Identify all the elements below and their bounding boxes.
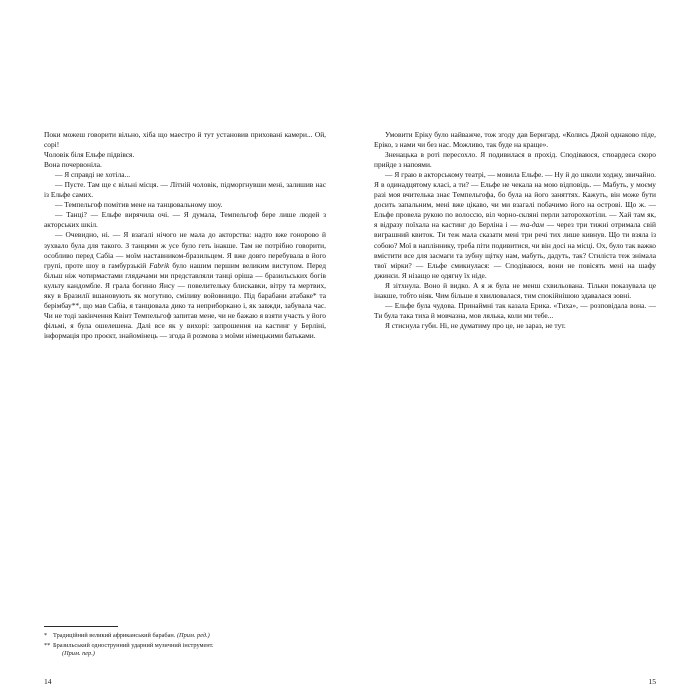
right-page xyxy=(368,130,656,686)
paragraph: — Танці? — Ельфе вирячила очі. — Я думала, Темпельгоф бере лише людей з акторських шкіл. xyxy=(44,210,326,230)
paragraph: — Очевидно, ні. — Я взагалі нічого не мала до акторства: надто вже гонорово й зухвало була для такого. З танцями ж усе було геть інакше. Там не потрібно говорити, особливо перед Сабіа — моїм наставником-бразильцем. Я вже довго перебувала в його групі, проте шоу в гамбурзькій Fabrik було нашим першим великим виступом. Перед більш ніж чотирмастами глядачами ми представляли танці оріша — бразильських богів культу кандомбле. Я грала богиню Янсу — повелительку блискавки, вітру та мертвих, яку в Бразилії вшановують як могутню, сміливу войовницю. Під барабани атабаке* та берімбау**, що мав Сабіа, я танцювала дико та неприборкано і, як завжди, забувала час. Чи не тоді закінчення Квінт Темпельгоф запитав мене, чи не бажаю я взяти участь у його фільмі, я була ошелешена. Далі все як у вихорі: запрошення на кастинг у Берліні, інформація про проєкт, знайомінець — згода й розмова з моїми німецькими батьками. xyxy=(44,230,326,340)
footnote-marker: * xyxy=(44,632,48,640)
paragraph: Умовити Еріку було найважче, тож згоду дав Бернгард. «Колись Джой однаково піде, Еріко, з нами чи без нас. Можливо, так буде на краще». xyxy=(374,130,656,150)
footnote-divider xyxy=(44,626,118,627)
footnote-text-continued: (Прим. пер.) xyxy=(62,650,95,658)
paragraph: — Ельфе була чудова. Принаймні так казала Ерика. «Тиха», — розповідала вона. — Ти була така тиха й мовчазна, мов лялька, коли ми тебе... xyxy=(374,300,656,320)
paragraph: — Я справді не хотіла... xyxy=(55,170,131,180)
paragraph: Чоловік біля Ельфе підвівся. xyxy=(44,150,135,160)
left-page xyxy=(44,130,332,686)
paragraph: Вона почервоніла. xyxy=(44,160,102,170)
footnote-text: Традиційний великий африканський барабан. (Прим. ред.) xyxy=(53,632,210,640)
page-number-left: 14 xyxy=(44,677,52,686)
footnote-block xyxy=(44,620,326,660)
paragraph: Я стиснула губи. Ні, не думатиму про це, не зараз, не тут. xyxy=(385,320,566,330)
paragraph: — Темпельгоф помітив мене на танцювальному шоу. xyxy=(55,200,223,210)
paragraph: Я зітхнула. Воно й видко. А я ж була не менш схвильована. Тільки показувала це інакше, тобто ніяк. Чим більше я хвилювалася, тим спокійнішою здавалася зовні. xyxy=(374,280,656,300)
paragraph: Зненацька в роті пересохло. Я подивилася в прохід. Сподіваюся, стюардеса скоро прийде з напоями. xyxy=(374,150,656,170)
page-number-right: 15 xyxy=(648,677,656,686)
footnote-item xyxy=(44,642,326,659)
left-page-body xyxy=(44,130,326,341)
footnote-text: Бразильський однострунний ударний музичний інструмент. xyxy=(53,641,214,649)
paragraph: Поки можеш говорити вільно, хіба що маестро й тут установив приховані камери... Ой, сорі! xyxy=(44,130,326,150)
paragraph: — Пусте. Там ще є вільні місця. — Літній чоловік, підморгнувши мені, залишив нас із Ельфе самих. xyxy=(44,180,326,200)
footnote-marker: ** xyxy=(44,641,51,649)
paragraph: — Я граю в акторському театрі, — мовила Ельфе. — Ну й до школи ходжу, звичайно. Я в одинадцятому класі, а ти? — Ельфе не чекала на мою відповідь. — Мабуть, у моєму разі моя вчителька знає Темпельгофа, бо була на його заняттях. Кажуть, він може бути досить запальним, мені вже цікаво, чи ми взагалі побачимо його на острові. Що ж. — Ельфе провела рукою по волоссю, віл чорно-скляні перли заторохкотіли. — Хай там як, я відразу поїхала на кастинг до Берліна і — та-дам — через три тижні отримала свій виграшний квиток. Ти теж мала сказати мені три речі тих лише кивнув. Що ти взяла із собою? Мої в напліннику, треба піти подивитися, чи він досі на місці. Ох, було так важко вмістити все для засмаги та зубну щітку нам, мабуть, дадуть, так? Стиліста теж знімала твої мірки? — Ельфе смикнулася: — Сподіваюся, вони не повісять мені на шафу джинси. Я нізащо не одягну їх ніде. xyxy=(374,170,656,280)
footnote-item xyxy=(44,632,326,641)
right-page-body xyxy=(374,130,656,331)
